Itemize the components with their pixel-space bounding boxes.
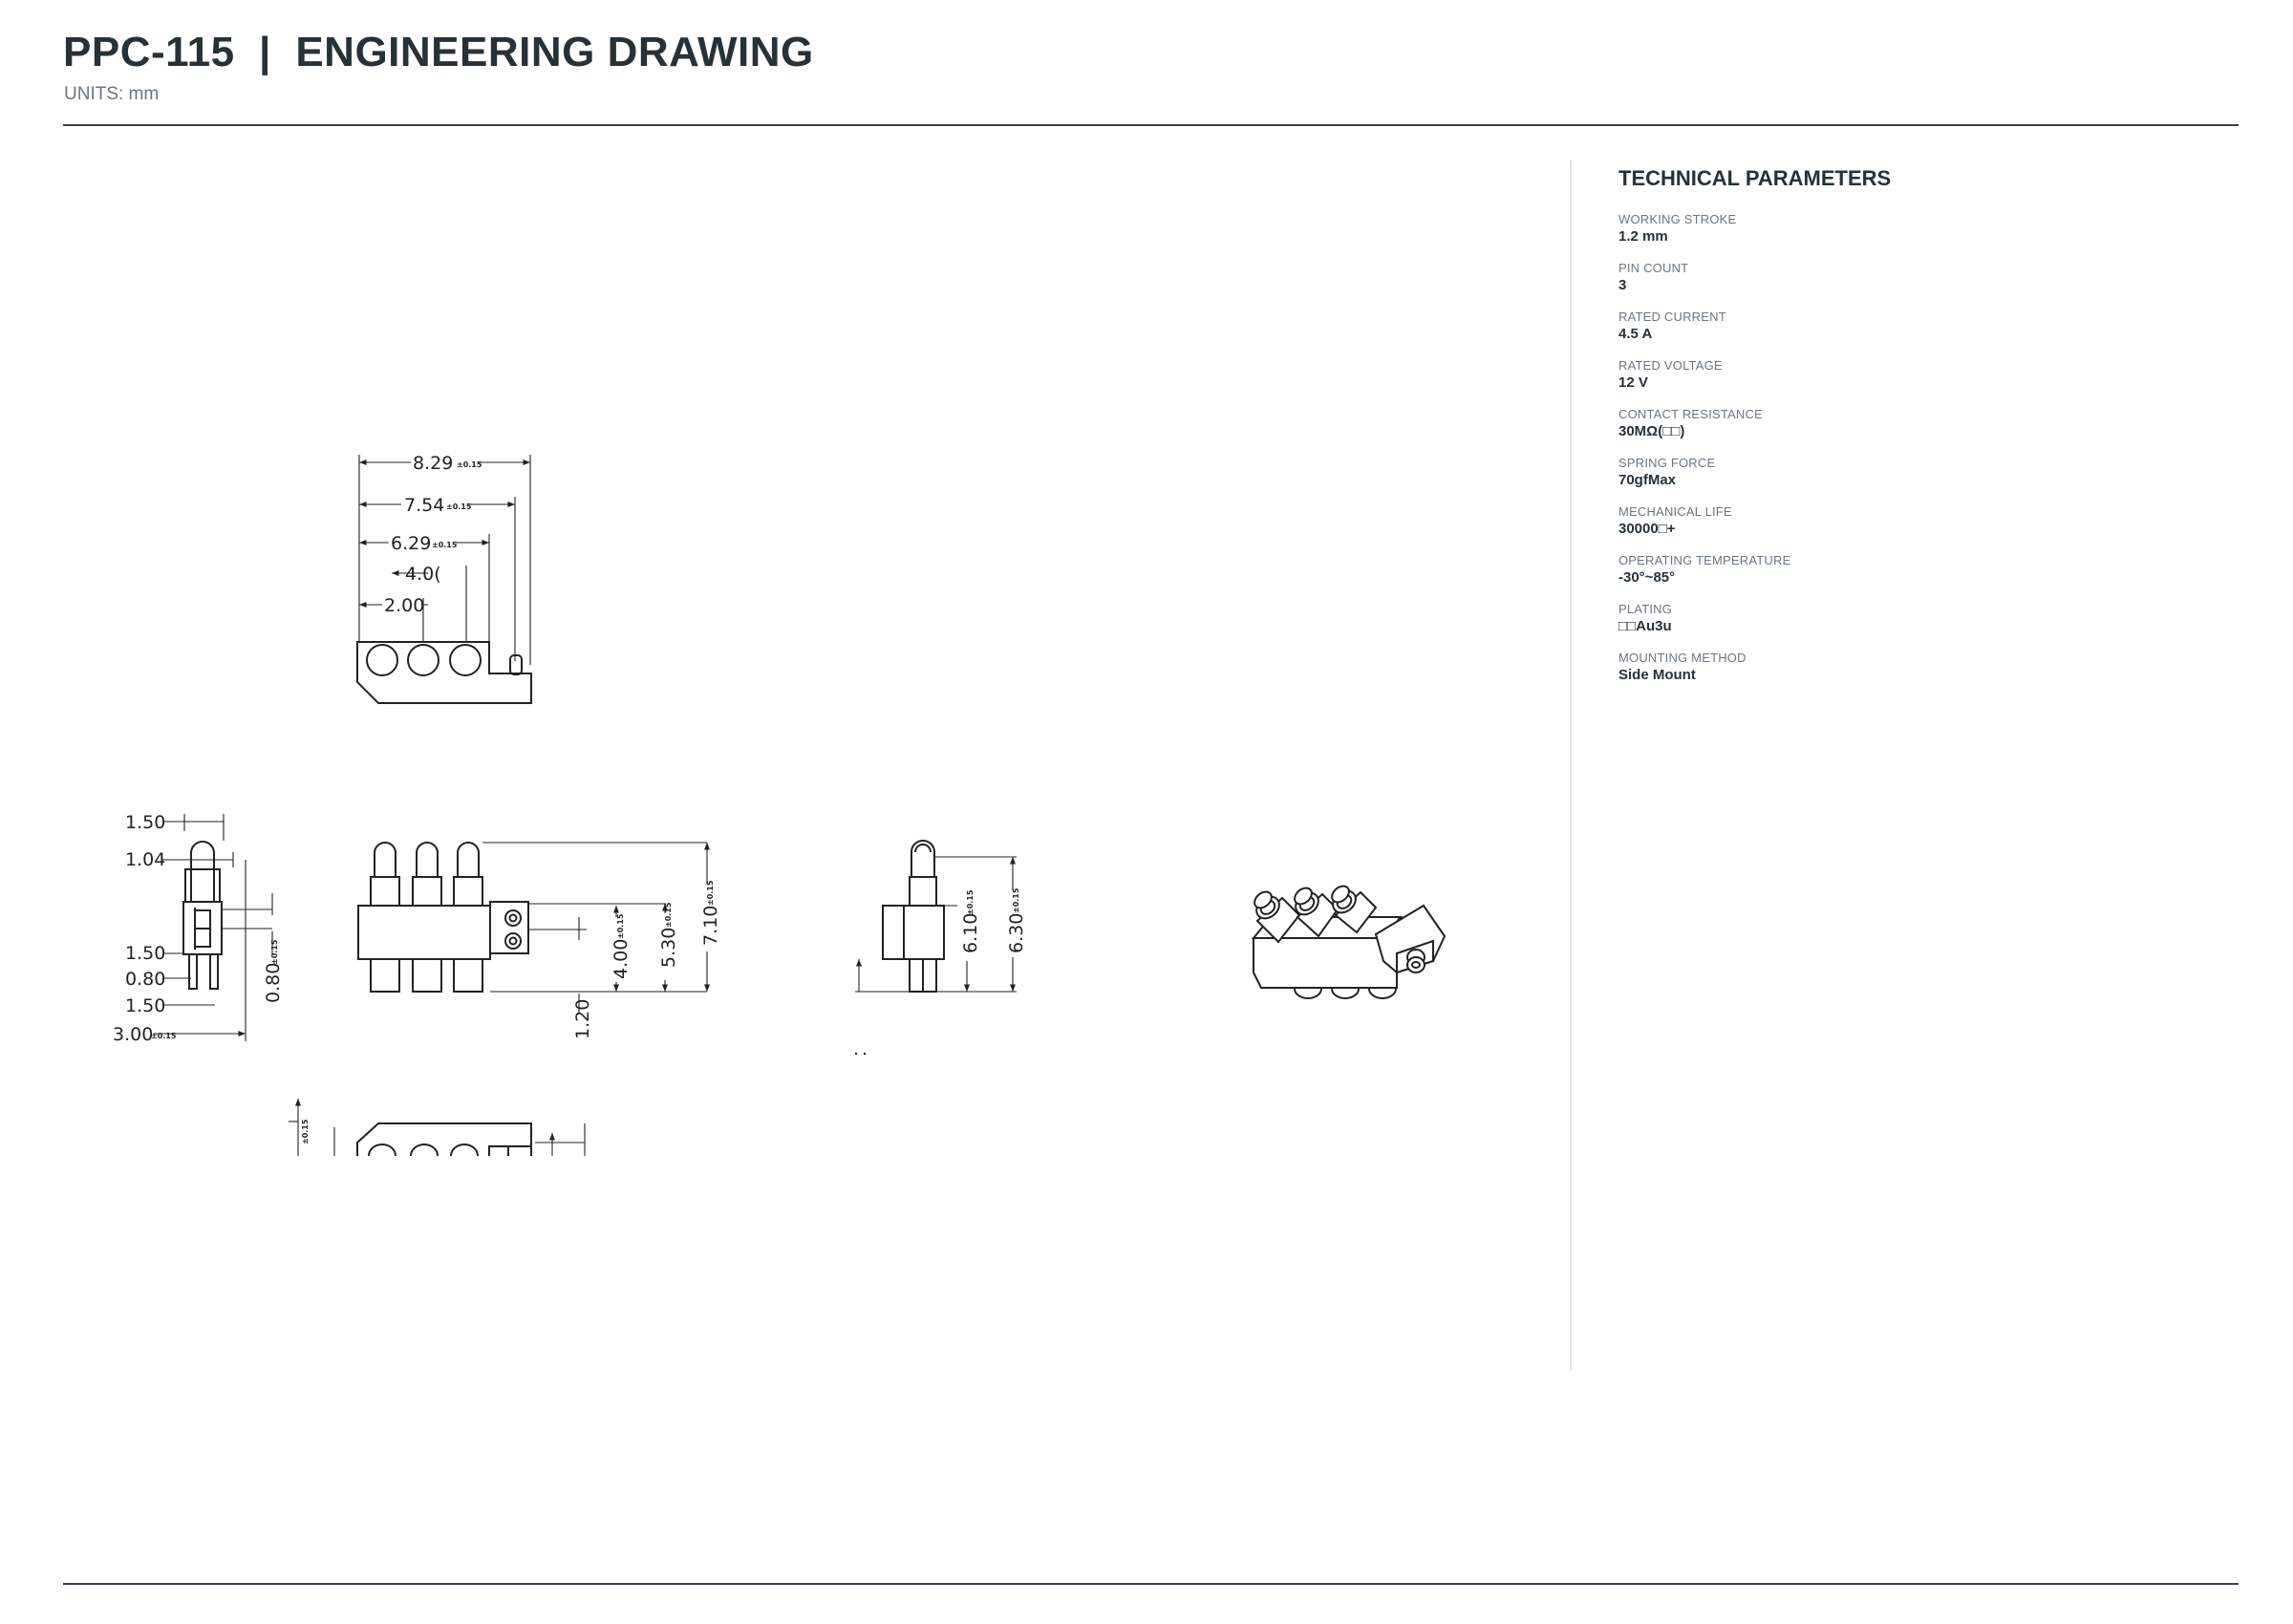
dim-front-4-00: 4.00	[611, 938, 632, 979]
param-value: Side Mount	[1618, 667, 1696, 683]
dim-side-0-80-v: 0.80	[263, 962, 284, 1003]
param-operating-temperature	[1618, 553, 2211, 586]
front-view	[358, 843, 721, 1039]
param-rated-current	[1618, 310, 2211, 342]
dim-6-29: 6.29	[391, 533, 432, 554]
dim-8-29: 8.29	[413, 453, 454, 474]
dim-4-00: 4.0(	[405, 564, 441, 585]
tol-front-7-10: ±0.15	[706, 880, 715, 906]
tol-front-4-00: ±0.15	[616, 913, 625, 939]
params-heading: TECHNICAL PARAMETERS	[1618, 166, 1892, 190]
tol-side-0-80: ±0.15	[270, 939, 279, 965]
param-spring-force	[1618, 456, 2211, 488]
tol-bottom: ±0.15	[301, 1119, 310, 1144]
dim-side-3-00: 3.00	[113, 1024, 154, 1045]
param-label: RATED VOLTAGE	[1618, 358, 1723, 373]
param-value: 12 V	[1618, 374, 1648, 391]
param-plating	[1618, 602, 2211, 634]
param-working-stroke	[1618, 212, 2211, 245]
param-label: PIN COUNT	[1618, 261, 1689, 275]
tol-8-29: ±0.15	[457, 460, 482, 469]
dim-front-5-30: 5.30	[658, 927, 679, 968]
param-contact-resistance	[1618, 407, 2211, 439]
param-mechanical-life	[1618, 504, 2211, 537]
param-label: OPERATING TEMPERATURE	[1618, 553, 1791, 567]
param-pin-count	[1618, 261, 2211, 293]
dim-side-1-04: 1.04	[125, 849, 166, 870]
param-value: □□Au3u	[1618, 618, 1672, 634]
footer-rule	[63, 1583, 2239, 1585]
tol-7-54: ±0.15	[446, 502, 472, 511]
tol-right-6-30: ±0.15	[1012, 887, 1020, 913]
param-label: WORKING STROKE	[1618, 212, 1737, 226]
technical-parameters-panel	[1618, 166, 2211, 699]
param-value: -30°~85°	[1618, 569, 1676, 586]
param-label: SPRING FORCE	[1618, 456, 1716, 470]
units-label: UNITS: mm	[64, 84, 160, 104]
param-mounting-method	[1618, 651, 2211, 683]
panel-divider	[1570, 160, 1572, 1371]
dim-side-1-50-b: 1.50	[125, 943, 166, 964]
param-rated-voltage	[1618, 358, 2211, 391]
dim-side-1-50-c: 1.50	[125, 995, 166, 1016]
side-view	[113, 812, 284, 1045]
bottom-view	[0, 1099, 955, 1196]
param-label: CONTACT RESISTANCE	[1618, 407, 1763, 421]
dim-side-0-80: 0.80	[125, 969, 166, 990]
dim-7-54: 7.54	[404, 495, 445, 516]
param-label: RATED CURRENT	[1618, 310, 1726, 324]
tol-side-3-00: ±0.15	[151, 1032, 177, 1040]
top-view	[357, 451, 531, 703]
param-value: 3	[1618, 277, 1627, 293]
dim-2-00: 2.00	[384, 595, 425, 616]
param-label: MOUNTING METHOD	[1618, 651, 1747, 665]
dim-right-6-30: 6.30	[1006, 912, 1027, 953]
dim-front-1-20: 1.20	[572, 998, 593, 1039]
tol-right-6-10: ±0.15	[966, 889, 975, 915]
param-value: 30MΩ(□□)	[1618, 423, 1685, 439]
param-label: PLATING	[1618, 602, 1673, 616]
dim-right-6-10: 6.10	[960, 912, 981, 953]
dim-side-1-50-a: 1.50	[125, 812, 166, 833]
param-value: 30000□+	[1618, 521, 1676, 537]
isometric-view	[1252, 883, 1445, 998]
param-label: MECHANICAL LIFE	[1618, 504, 1732, 519]
right-view	[855, 841, 1027, 1055]
tol-6-29: ±0.15	[432, 541, 458, 549]
dim-front-7-10: 7.10	[700, 905, 721, 946]
param-value: 4.5 A	[1618, 326, 1653, 342]
param-value: 1.2 mm	[1618, 228, 1668, 245]
tol-front-5-30: ±0.15	[664, 902, 673, 928]
page-title: PPC-115 | ENGINEERING DRAWING	[63, 29, 814, 75]
param-value: 70gfMax	[1618, 472, 1677, 488]
